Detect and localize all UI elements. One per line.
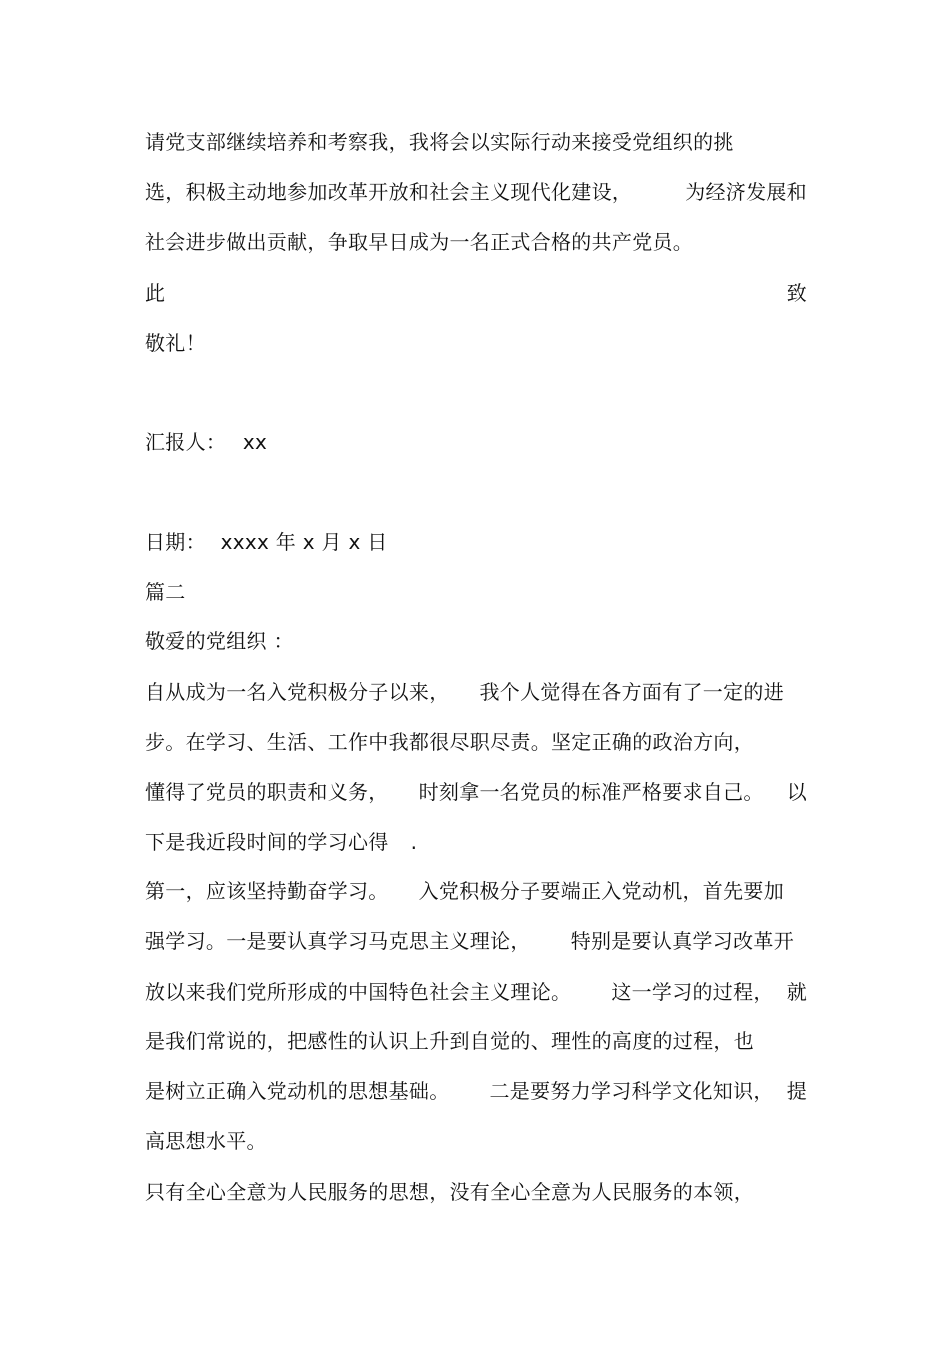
line-text: 放以来我们党所形成的中国特色社会主义理论。 bbox=[145, 980, 572, 1004]
line-text: 以 bbox=[786, 780, 807, 804]
line-text: 只有全心全意为人民服务的思想，没有全心全意为人民服务的本领， bbox=[145, 1180, 754, 1204]
paragraph-line-3 bbox=[145, 230, 807, 254]
reporter-line bbox=[145, 430, 807, 454]
body-line-1 bbox=[145, 680, 807, 704]
line-text: 这一学习的过程， bbox=[611, 980, 774, 1004]
body-line-6 bbox=[145, 929, 807, 953]
line-text: 特别是要认真学习改革开 bbox=[570, 929, 795, 953]
line-text: 时刻拿一名党员的标准严格要求自己。 bbox=[418, 780, 764, 804]
line-text: 我个人觉得在各方面有了一定的进 bbox=[479, 680, 784, 704]
line-text: 自从成为一名入党积极分子以来， bbox=[145, 680, 450, 704]
line-text: 社会进步做出贡献，争取早日成为一名正式合格的共产党员。 bbox=[145, 230, 694, 254]
line-text: 是我们常说的，把感性的认识上升到自觉的、理性的高度的过程，也 bbox=[145, 1029, 754, 1053]
body-line-10 bbox=[145, 1129, 807, 1153]
reporter-label: 汇报人： bbox=[145, 430, 227, 454]
date-label: 日期： bbox=[145, 530, 206, 554]
date-value: xxxx 年 x 月 x 日 bbox=[220, 530, 388, 554]
line-text: 步。在学习、生活、工作中我都很尽职尽责。坚定正确的政治方向， bbox=[145, 730, 754, 754]
closing-line bbox=[145, 281, 807, 305]
line-text: 入党积极分子要端正入党动机，首先要加 bbox=[418, 879, 785, 903]
reporter-name: xx bbox=[242, 430, 268, 454]
line-text: 选，积极主动地参加改革开放和社会主义现代化建设， bbox=[145, 180, 633, 204]
date-line bbox=[145, 530, 807, 554]
paragraph-line-2 bbox=[145, 180, 807, 204]
line-text: 请党支部继续培养和考察我，我将会以实际行动来接受党组织的挑 bbox=[145, 130, 734, 154]
greeting-line bbox=[145, 629, 807, 653]
salute-line bbox=[145, 331, 807, 355]
section-title bbox=[145, 580, 807, 604]
closing-left: 此 bbox=[145, 281, 166, 305]
line-text: 第一，应该坚持勤奋学习。 bbox=[145, 879, 389, 903]
line-text: 高思想水平。 bbox=[145, 1129, 267, 1153]
section-title-text: 篇二 bbox=[145, 580, 186, 604]
line-text: 是树立正确入党动机的思想基础。 bbox=[145, 1079, 450, 1103]
line-text: 就 bbox=[786, 980, 807, 1004]
body-line-8 bbox=[145, 1029, 807, 1053]
body-line-5 bbox=[145, 879, 807, 903]
paragraph-line-1 bbox=[145, 130, 807, 154]
body-line-4 bbox=[145, 830, 807, 854]
line-text: . bbox=[410, 830, 418, 854]
body-line-2 bbox=[145, 730, 807, 754]
body-line-3 bbox=[145, 780, 807, 804]
greeting-text: 敬爱的党组织 ： bbox=[145, 629, 294, 653]
line-text: 下是我近段时间的学习心得 bbox=[145, 830, 389, 854]
body-line-7 bbox=[145, 980, 807, 1004]
line-text: 懂得了党员的职责和义务， bbox=[145, 780, 389, 804]
body-line-9 bbox=[145, 1079, 807, 1103]
body-line-11 bbox=[145, 1180, 807, 1204]
closing-right: 致 bbox=[786, 281, 807, 305]
line-text: 二是要努力学习科学文化知识， bbox=[489, 1079, 774, 1103]
line-text: 强学习。一是要认真学习马克思主义理论， bbox=[145, 929, 531, 953]
line-text: 提 bbox=[786, 1079, 807, 1103]
salute-text: 敬礼！ bbox=[145, 331, 206, 355]
line-text: 为经济发展和 bbox=[685, 180, 807, 204]
